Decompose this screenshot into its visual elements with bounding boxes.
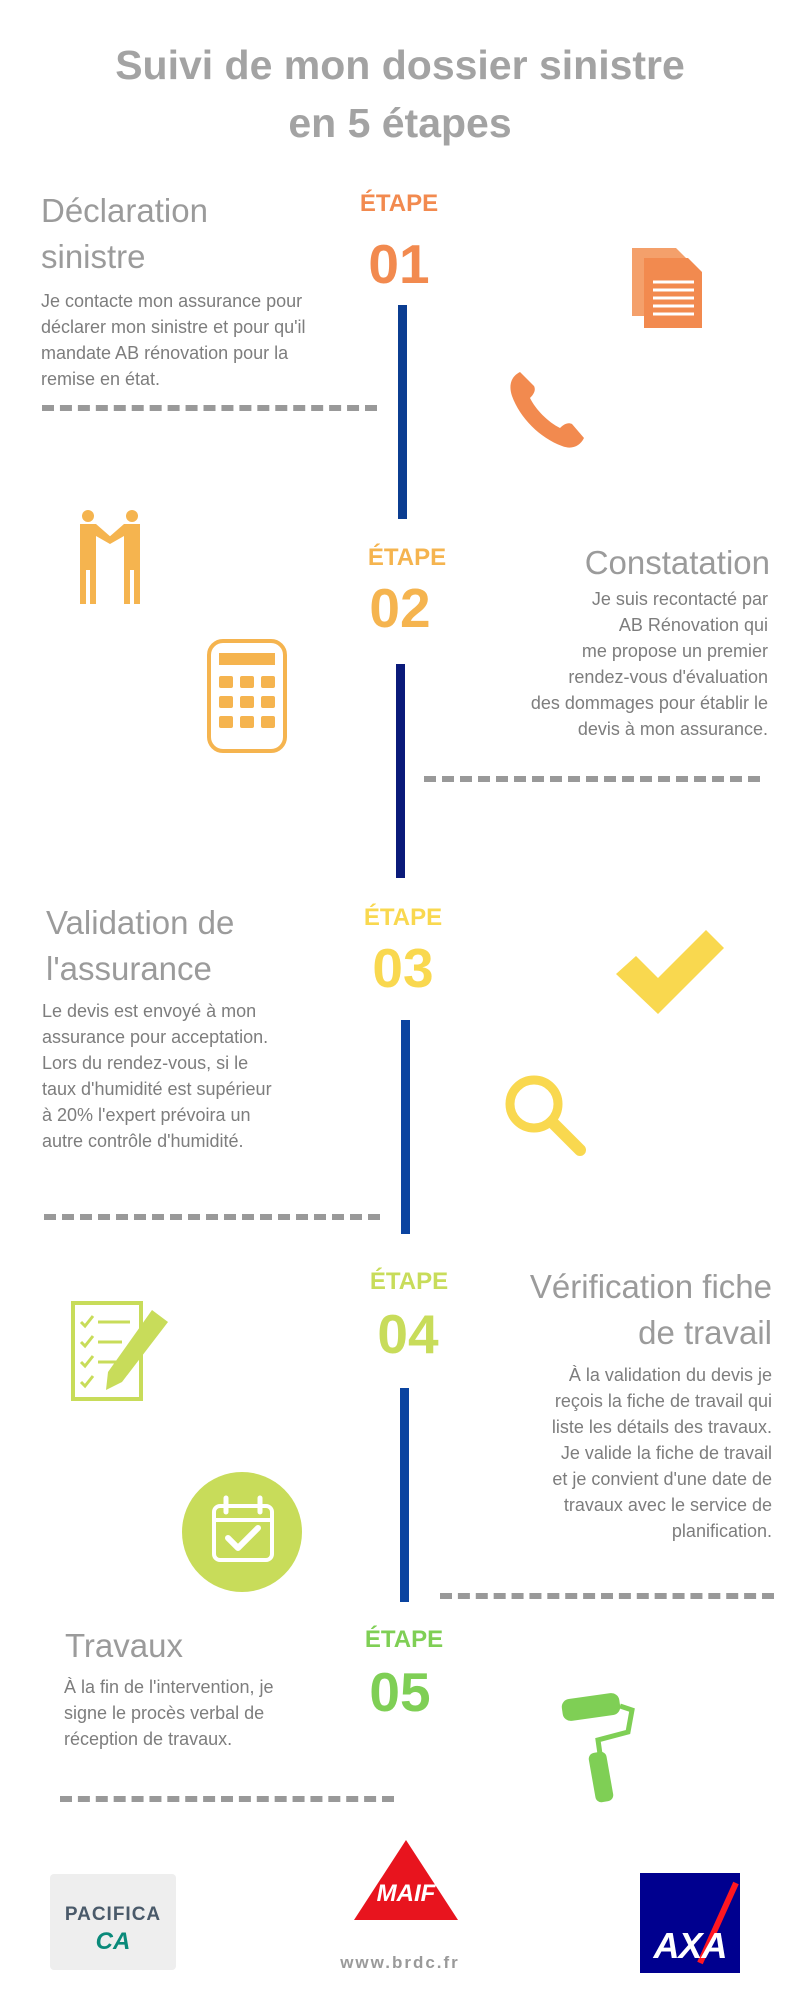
timeline-line-2 [396,664,405,878]
calendar-check-icon [180,1470,304,1594]
step-5-number: 05 [369,1661,431,1723]
step-4-description: À la validation du devis je reçois la fiche de travail qui liste les détails des travaux. Je valide la fiche de travail et je convient d'une date de travaux avec le service de planification. [551,1365,772,1541]
divider-1 [42,405,377,411]
step-5-heading: Travaux [65,1627,183,1664]
step-2-heading: Constatation [584,544,770,581]
step-5-label: ÉTAPE [364,1626,444,1653]
pacifica-logo: PACIFICA CA [50,1874,176,1970]
divider-3 [44,1214,380,1220]
step-3-number: 03 [372,937,434,999]
step-3-label: ÉTAPE [363,904,443,931]
checklist-icon [70,1300,172,1404]
step-1-description: Je contacte mon assurance pour déclarer mon sinistre et pour qu'il mandate AB rénovation pour la remise en état. [41,291,306,389]
timeline-line-4 [400,1388,409,1602]
timeline-line-3 [401,1020,410,1234]
step-4-label: ÉTAPE [369,1268,449,1295]
divider-4 [440,1593,774,1599]
calculator-icon [206,638,288,754]
step-2-description: Je suis recontacté par AB Rénovation qui me propose un premier rendez-vous d'évaluation des dommages pour établir le devis à mon assurance. [530,589,768,739]
step-2-label: ÉTAPE [367,544,447,571]
step-3-heading: Validation de l'assurance [46,904,235,987]
step-4-number: 04 [377,1303,439,1365]
phone-icon [506,368,588,450]
step-2-number: 02 [369,577,431,639]
step-1-number: 01 [368,233,430,295]
page-title: Suivi de mon dossier sinistre en 5 étapes [115,42,685,146]
step-3-description: Le devis est envoyé à mon assurance pour acceptation. Lors du rendez-vous, si le taux d'humidité est supérieur à 20% l'expert prévoira un autre contrôle d'humidité. [42,1001,272,1151]
paint-roller-icon [558,1688,638,1804]
step-4-heading: Vérification fiche de travail [529,1268,772,1351]
step-5-description: À la fin de l'intervention, je signe le procès verbal de réception de travaux. [64,1677,274,1749]
documents-icon [626,246,710,330]
checkmark-icon [614,928,726,1018]
step-1-label: ÉTAPE [359,190,439,217]
step-1-heading: Déclaration sinistre [41,192,208,275]
website-url[interactable]: www.brdc.fr [340,1953,460,1972]
timeline-line-1 [398,305,407,519]
handshake-icon [76,508,146,608]
axa-logo: AXA [640,1873,740,1973]
divider-2 [424,776,760,782]
magnifier-icon [502,1072,588,1158]
maif-logo: MAIF [352,1838,460,1922]
divider-5 [60,1796,394,1802]
